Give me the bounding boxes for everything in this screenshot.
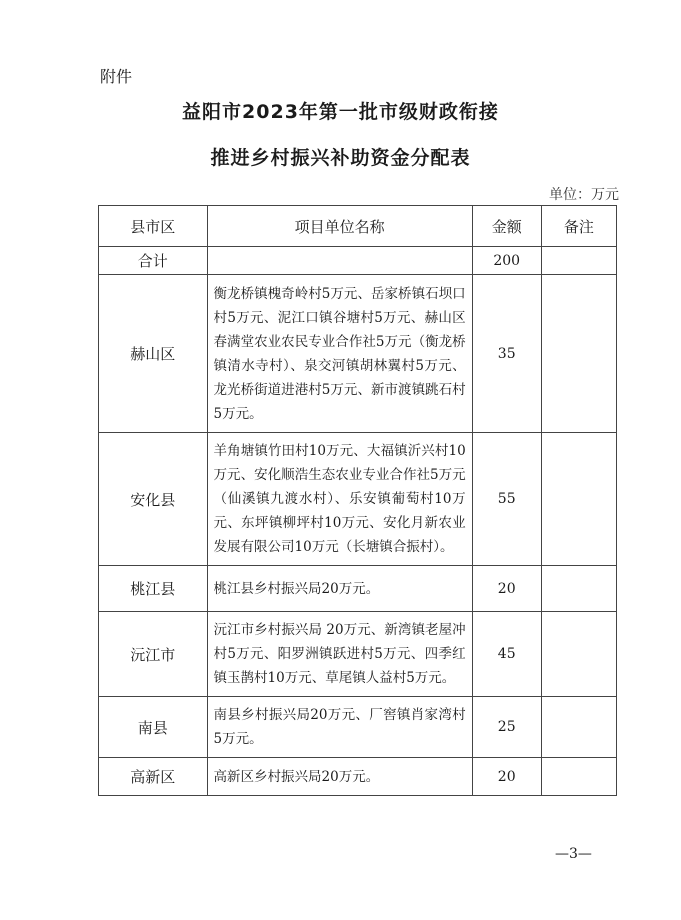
allocation-table [98,205,617,796]
total-label: 合计 [99,247,208,275]
region-cell: 安化县 [99,433,208,566]
total-note [541,247,616,275]
table-row [99,433,617,566]
project-detail-cell: 桃江县乡村振兴局20万元。 [207,566,472,612]
amount-cell: 45 [472,612,541,697]
table-header-row [99,206,617,247]
page-number: —3— [555,846,592,862]
column-header-note: 备注 [541,206,616,247]
amount-cell: 25 [472,697,541,758]
project-detail-cell: 衡龙桥镇槐奇岭村5万元、岳家桥镇石坝口村5万元、泥江口镇谷塘村5万元、赫山区春满堂农业农民专业合作社5万元（衡龙桥镇清水寺村）、泉交河镇胡林翼村5万元、龙光桥街道进港村5万元、新市渡镇跳石村5万元。 [207,275,472,433]
region-cell: 赫山区 [99,275,208,433]
table-row [99,697,617,758]
region-cell: 高新区 [99,758,208,796]
note-cell [541,697,616,758]
region-cell: 南县 [99,697,208,758]
note-cell [541,566,616,612]
column-header-region: 县市区 [99,206,208,247]
document-title-line1: 益阳市2023年第一批市级财政衔接 [182,101,499,123]
total-detail [207,247,472,275]
table-row [99,612,617,697]
table-row [99,566,617,612]
project-detail-cell: 高新区乡村振兴局20万元。 [207,758,472,796]
table-row [99,758,617,796]
column-header-amount: 金额 [472,206,541,247]
unit-label: 单位：万元 [549,187,619,203]
amount-cell: 20 [472,758,541,796]
total-row [99,247,617,275]
amount-cell: 35 [472,275,541,433]
total-amount: 200 [472,247,541,275]
attachment-label: 附件 [100,67,133,86]
region-cell: 桃江县 [99,566,208,612]
column-header-project: 项目单位名称 [207,206,472,247]
note-cell [541,433,616,566]
note-cell [541,275,616,433]
note-cell [541,758,616,796]
amount-cell: 20 [472,566,541,612]
document-title-line2: 推进乡村振兴补助资金分配表 [210,147,471,169]
project-detail-cell: 南县乡村振兴局20万元、厂窖镇肖家湾村5万元。 [207,697,472,758]
note-cell [541,612,616,697]
region-cell: 沅江市 [99,612,208,697]
project-detail-cell: 沅江市乡村振兴局 20万元、新湾镇老屋冲村5万元、阳罗洲镇跃进村5万元、四季红镇玉鹊村10万元、草尾镇人益村5万元。 [207,612,472,697]
amount-cell: 55 [472,433,541,566]
project-detail-cell: 羊角塘镇竹田村10万元、大福镇沂兴村10万元、安化顺浩生态农业专业合作社5万元（仙溪镇九渡水村）、乐安镇葡萄村10万元、东坪镇柳坪村10万元、安化月新农业发展有限公司10万元（长塘镇合振村）。 [207,433,472,566]
table-row [99,275,617,433]
